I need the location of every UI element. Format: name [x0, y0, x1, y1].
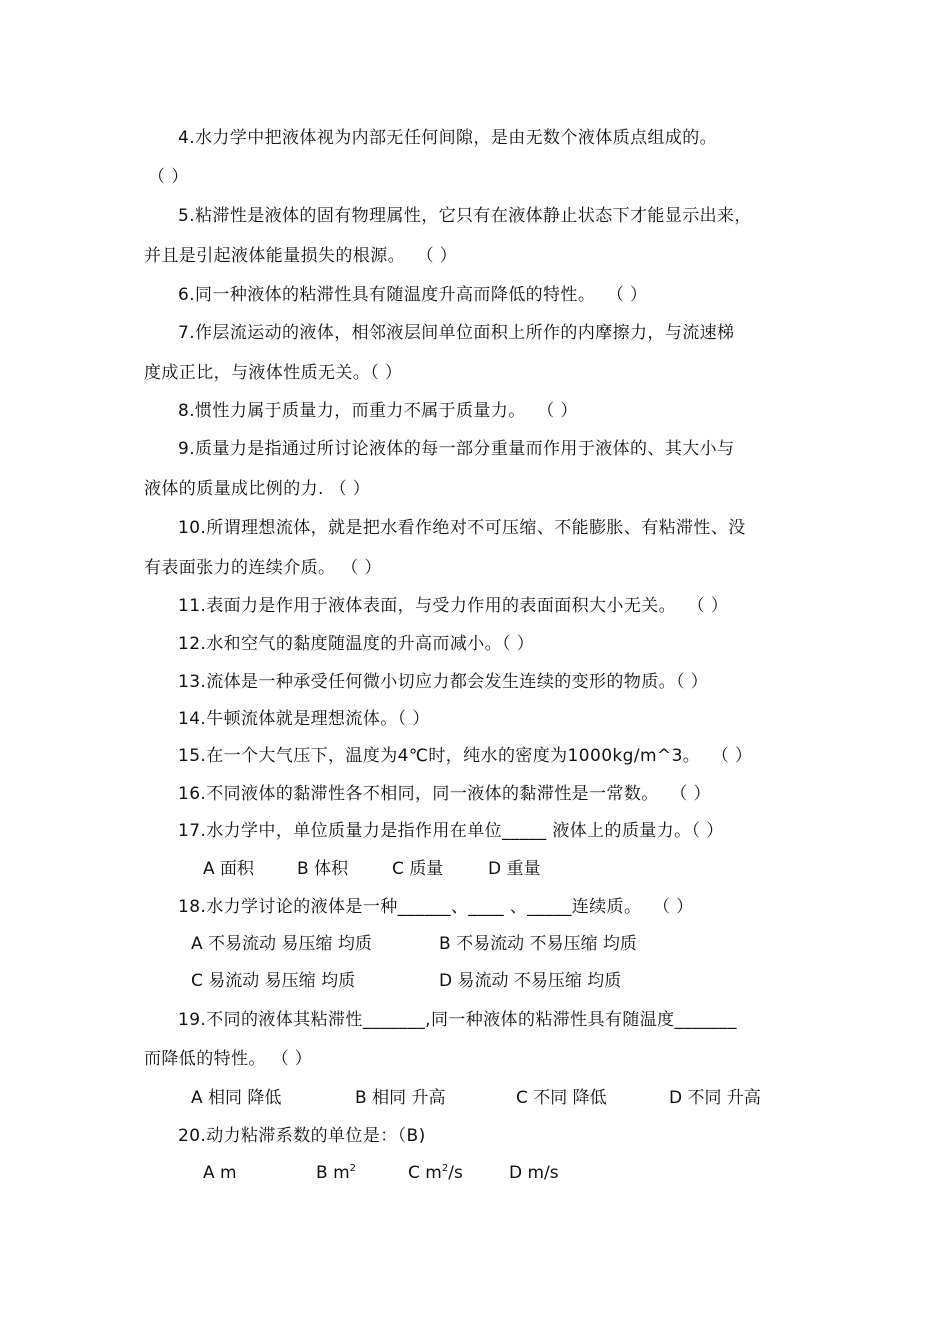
- q6-line1: 6.同一种液体的粘滞性具有随温度升高而降低的特性。 （ ）: [178, 285, 648, 305]
- q19-line1: 19.不同的液体其粘滞性_______,同一种液体的粘滞性具有随温度_______: [178, 1010, 737, 1030]
- q19-option-a: A 相同 降低: [191, 1088, 282, 1108]
- q17-option-b: B 体积: [297, 859, 349, 879]
- q9-line2: 液体的质量成比例的力. （ ）: [144, 479, 371, 499]
- q20-option-d: D m/s: [509, 1163, 559, 1183]
- q18-option-c: C 易流动 易压缩 均质: [191, 971, 356, 991]
- q20-line1: 20.动力粘滞系数的单位是：（B): [178, 1126, 426, 1146]
- q19-line2: 而降低的特性。 （ ）: [144, 1049, 313, 1069]
- q10-line1: 10.所谓理想流体，就是把水看作绝对不可压缩、不能膨胀、有粘滞性、没: [178, 518, 746, 538]
- q7-line1: 7.作层流运动的液体，相邻液层间单位面积上所作的内摩擦力，与流速梯: [178, 323, 735, 343]
- q18-line1: 18.水力学讨论的液体是一种______、____ 、_____连续质。 （ ）: [178, 897, 694, 917]
- q20-option-c-base: C m: [408, 1163, 442, 1183]
- q4-answer-blank: （ ）: [148, 167, 189, 187]
- q20-option-c-sup: 2: [441, 1163, 449, 1174]
- q20-option-b: [316, 1162, 356, 1184]
- q20-option-c-tail: /s: [448, 1163, 463, 1183]
- q18-option-a: A 不易流动 易压缩 均质: [191, 934, 372, 954]
- q20-option-c: [408, 1162, 463, 1184]
- q8-line1: 8.惯性力属于质量力，而重力不属于质量力。 （ ）: [178, 401, 578, 421]
- q10-line2: 有表面张力的连续介质。 （ ）: [144, 558, 382, 578]
- q18-option-d: D 易流动 不易压缩 均质: [439, 971, 622, 991]
- q15-line1: 15.在一个大气压下，温度为4℃时，纯水的密度为1000kg/m^3。 （ ）: [178, 746, 753, 766]
- q17-option-a: A 面积: [203, 859, 255, 879]
- q4-line1: 4.水力学中把液体视为内部无任何间隙，是由无数个液体质点组成的。: [178, 128, 718, 148]
- q18-option-b: B 不易流动 不易压缩 均质: [439, 934, 637, 954]
- q16-line1: 16.不同液体的黏滞性各不相同，同一液体的黏滞性是一常数。 （ ）: [178, 784, 711, 804]
- q7-line2: 度成正比，与液体性质无关。（ ）: [144, 363, 403, 383]
- q5-line2: 并且是引起液体能量损失的根源。 （ ）: [144, 246, 458, 266]
- q19-option-c: C 不同 降低: [516, 1088, 607, 1108]
- q20-option-b-sup: 2: [349, 1163, 357, 1174]
- q20-option-a: A m: [203, 1163, 237, 1183]
- q14-line1: 14.牛顿流体就是理想流体。（ ）: [178, 709, 430, 729]
- q17-option-c: C 质量: [392, 859, 444, 879]
- q17-option-d: D 重量: [488, 859, 541, 879]
- q5-line1: 5.粘滞性是液体的固有物理属性，它只有在液体静止状态下才能显示出来，: [178, 206, 752, 226]
- q11-line1: 11.表面力是作用于液体表面，与受力作用的表面面积大小无关。 （ ）: [178, 596, 729, 616]
- q20-option-b-base: B m: [316, 1163, 350, 1183]
- q19-option-d: D 不同 升高: [669, 1088, 761, 1108]
- q19-option-b: B 相同 升高: [355, 1088, 446, 1108]
- q12-line1: 12.水和空气的黏度随温度的升高而减小。（ ）: [178, 634, 535, 654]
- q13-line1: 13.流体是一种承受任何微小切应力都会发生连续的变形的物质。（ ）: [178, 672, 709, 692]
- q17-line1: 17.水力学中，单位质量力是指作用在单位_____ 液体上的质量力。（ ）: [178, 821, 724, 841]
- q9-line1: 9.质量力是指通过所讨论液体的每一部分重量而作用于液体的、其大小与: [178, 439, 735, 459]
